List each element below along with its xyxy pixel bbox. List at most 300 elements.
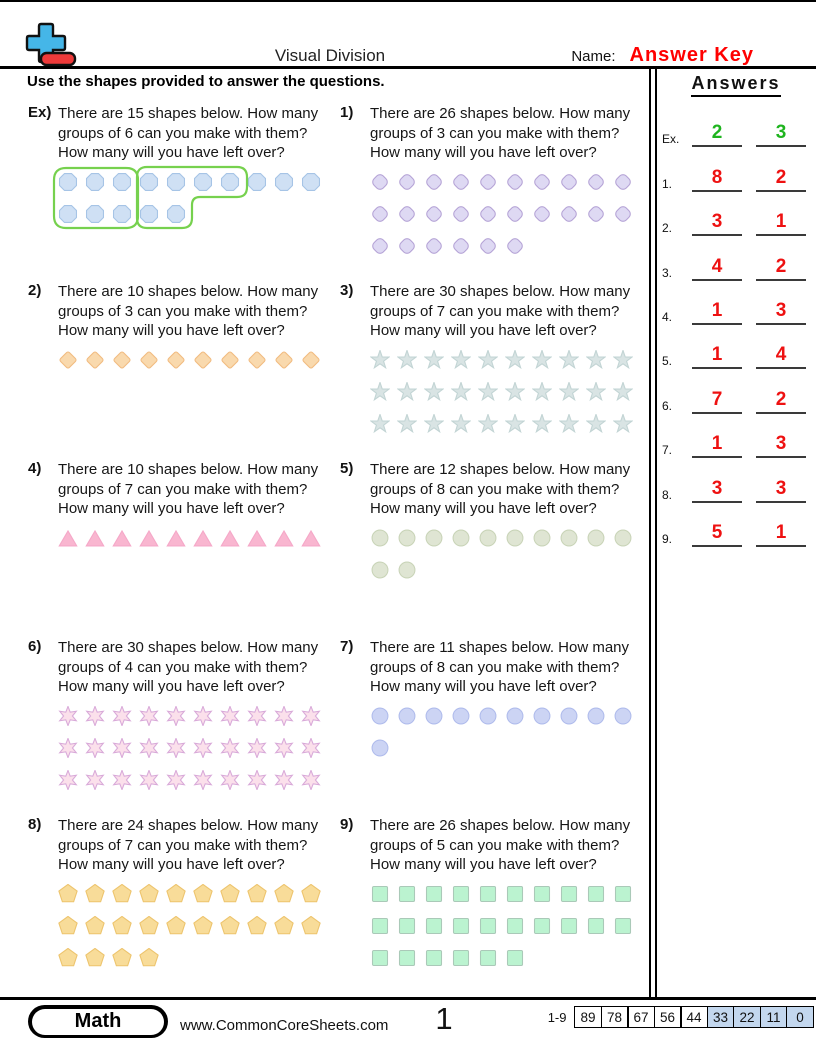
answers-panel — [660, 71, 812, 547]
clover-shape-icon — [397, 172, 417, 192]
star6-shape-icon — [139, 770, 159, 790]
answer-quotient-blank: 1 — [692, 434, 742, 458]
star6-shape-icon — [247, 706, 267, 726]
star6-shape-icon — [220, 738, 240, 758]
pentagon-shape-icon — [85, 948, 105, 968]
clover-shape-icon — [559, 204, 579, 224]
clover-shape-icon — [532, 172, 552, 192]
clover-shape-icon — [478, 236, 498, 256]
square-shape-icon — [613, 916, 633, 936]
triangle-shape-icon — [139, 528, 159, 548]
answer-row — [660, 503, 812, 547]
star5-shape-icon — [451, 414, 471, 434]
star5-shape-icon — [532, 350, 552, 370]
star5-shape-icon — [370, 414, 390, 434]
shape-row — [370, 382, 645, 402]
shape-row — [58, 350, 333, 370]
answer-remainder-blank: 1 — [756, 212, 806, 236]
shape-row — [370, 528, 645, 548]
question-text: There are 10 shapes below. How many groups of 3 can you make with them? How many will you have left over? — [58, 283, 319, 339]
circle-shape-icon — [397, 560, 417, 580]
clover-shape-icon — [532, 204, 552, 224]
square-shape-icon — [505, 884, 525, 904]
pentagon-shape-icon — [166, 884, 186, 904]
circle-shape-icon — [613, 528, 633, 548]
answer-row — [660, 192, 812, 236]
question-text: There are 15 shapes below. How many groups of 6 can you make with them? How many will you have left over? — [58, 105, 319, 161]
pentagon-shape-icon — [247, 884, 267, 904]
pentagon-shape-icon — [112, 884, 132, 904]
diamond-shape-icon — [85, 350, 105, 370]
octagon-shape-icon — [193, 172, 213, 192]
pentagon-shape-icon — [139, 916, 159, 936]
circle-shape-icon — [397, 528, 417, 548]
star5-shape-icon — [505, 382, 525, 402]
star5-shape-icon — [478, 414, 498, 434]
square-shape-icon — [370, 916, 390, 936]
star6-shape-icon — [274, 738, 294, 758]
square-shape-icon — [370, 948, 390, 968]
circle-shape-icon — [370, 560, 390, 580]
question-number: 9) — [340, 816, 354, 833]
answer-row — [660, 369, 812, 413]
diamond-shape-icon — [220, 350, 240, 370]
question-text: There are 30 shapes below. How many groups of 7 can you make with them? How many will you have left over? — [370, 283, 631, 339]
problem — [340, 104, 645, 268]
star6-shape-icon — [112, 706, 132, 726]
pentagon-shape-icon — [247, 916, 267, 936]
clover-shape-icon — [613, 172, 633, 192]
star6-shape-icon — [139, 706, 159, 726]
clover-shape-icon — [370, 236, 390, 256]
answer-remainder-blank: 2 — [756, 390, 806, 414]
circle-shape-icon — [370, 528, 390, 548]
question — [28, 104, 333, 163]
triangle-shape-icon — [274, 528, 294, 548]
score-cell: 11 — [760, 1006, 788, 1028]
answer-quotient-blank: 1 — [692, 345, 742, 369]
problem — [28, 816, 333, 980]
square-shape-icon — [505, 916, 525, 936]
shape-row — [58, 770, 333, 790]
star5-shape-icon — [613, 414, 633, 434]
answer-remainder-blank: 3 — [756, 123, 806, 147]
circle-shape-icon — [424, 528, 444, 548]
clover-shape-icon — [451, 236, 471, 256]
pentagon-shape-icon — [220, 916, 240, 936]
answer-row-label: 8. — [662, 487, 673, 502]
shape-row — [370, 948, 645, 968]
octagon-shape-icon — [139, 204, 159, 224]
square-shape-icon — [451, 916, 471, 936]
score-cells — [576, 1006, 815, 1028]
circle-shape-icon — [505, 706, 525, 726]
circle-shape-icon — [451, 528, 471, 548]
star5-shape-icon — [559, 382, 579, 402]
answer-remainder-blank: 3 — [756, 301, 806, 325]
question-number: 8) — [28, 816, 42, 833]
octagon-shape-icon — [58, 204, 78, 224]
triangle-shape-icon — [247, 528, 267, 548]
scoring-table — [548, 1006, 814, 1028]
question-number: 4) — [28, 460, 42, 477]
pentagon-shape-icon — [112, 948, 132, 968]
shape-row — [58, 528, 333, 548]
shape-row — [370, 738, 645, 758]
question-number: 6) — [28, 638, 42, 655]
answer-row-label: 9. — [662, 531, 673, 546]
answer-row — [660, 414, 812, 458]
clover-shape-icon — [505, 204, 525, 224]
circle-shape-icon — [559, 706, 579, 726]
page-title: Visual Division — [274, 46, 386, 65]
diamond-shape-icon — [58, 350, 78, 370]
star5-shape-icon — [478, 382, 498, 402]
octagon-shape-icon — [139, 172, 159, 192]
star6-shape-icon — [58, 706, 78, 726]
square-shape-icon — [397, 884, 417, 904]
answer-row — [660, 236, 812, 280]
answer-row — [660, 458, 812, 502]
triangle-shape-icon — [220, 528, 240, 548]
name-label: Name: — [571, 48, 616, 65]
score-cell: 0 — [786, 1006, 814, 1028]
circle-shape-icon — [451, 706, 471, 726]
answer-quotient-blank: 8 — [692, 168, 742, 192]
answer-key-text: Answer Key — [629, 44, 754, 66]
answer-quotient-blank: 7 — [692, 390, 742, 414]
star6-shape-icon — [220, 706, 240, 726]
star6-shape-icon — [247, 738, 267, 758]
shape-row — [370, 204, 645, 224]
problem — [28, 638, 333, 802]
star5-shape-icon — [424, 414, 444, 434]
clover-shape-icon — [397, 236, 417, 256]
clover-shape-icon — [478, 172, 498, 192]
star6-shape-icon — [85, 738, 105, 758]
shapes-grid — [58, 528, 333, 548]
answers-divider-line — [655, 69, 657, 998]
question-number: Ex) — [28, 104, 52, 121]
answer-quotient-blank: 2 — [692, 123, 742, 147]
question-text: There are 30 shapes below. How many groups of 4 can you make with them? How many will you have left over? — [58, 639, 319, 695]
pentagon-shape-icon — [301, 884, 321, 904]
triangle-shape-icon — [85, 528, 105, 548]
question-text: There are 12 shapes below. How many groups of 8 can you make with them? How many will you have left over? — [370, 461, 631, 517]
score-cell: 22 — [733, 1006, 761, 1028]
question — [28, 816, 333, 875]
star5-shape-icon — [370, 382, 390, 402]
star5-shape-icon — [451, 382, 471, 402]
answer-remainder-blank: 2 — [756, 168, 806, 192]
answers-divider-line — [649, 69, 651, 998]
circle-shape-icon — [370, 738, 390, 758]
question-text: There are 10 shapes below. How many groups of 7 can you make with them? How many will you have left over? — [58, 461, 319, 517]
clover-shape-icon — [505, 236, 525, 256]
problem — [340, 816, 645, 980]
shapes-grid — [58, 884, 333, 968]
circle-shape-icon — [478, 528, 498, 548]
star5-shape-icon — [505, 414, 525, 434]
answer-remainder-blank: 3 — [756, 479, 806, 503]
star5-shape-icon — [424, 350, 444, 370]
square-shape-icon — [478, 884, 498, 904]
star5-shape-icon — [397, 414, 417, 434]
octagon-shape-icon — [112, 204, 132, 224]
octagon-shape-icon — [112, 172, 132, 192]
question — [28, 460, 333, 519]
star5-shape-icon — [370, 350, 390, 370]
star5-shape-icon — [559, 414, 579, 434]
page-number: 1 — [435, 1001, 453, 1036]
answer-remainder-blank: 1 — [756, 523, 806, 547]
pentagon-shape-icon — [58, 948, 78, 968]
question-number: 3) — [340, 282, 354, 299]
pentagon-shape-icon — [58, 916, 78, 936]
square-shape-icon — [559, 884, 579, 904]
footer — [0, 997, 816, 1056]
circle-shape-icon — [532, 706, 552, 726]
score-cell: 33 — [707, 1006, 735, 1028]
shapes-grid — [370, 706, 645, 758]
star5-shape-icon — [532, 414, 552, 434]
score-cell: 56 — [654, 1006, 682, 1028]
square-shape-icon — [451, 948, 471, 968]
answer-quotient-blank: 1 — [692, 301, 742, 325]
square-shape-icon — [397, 916, 417, 936]
question-number: 2) — [28, 282, 42, 299]
star6-shape-icon — [85, 770, 105, 790]
shape-row — [58, 884, 333, 904]
diamond-shape-icon — [139, 350, 159, 370]
star5-shape-icon — [451, 350, 471, 370]
answer-row-label: Ex. — [662, 132, 680, 147]
diamond-shape-icon — [301, 350, 321, 370]
diamond-shape-icon — [112, 350, 132, 370]
star5-shape-icon — [559, 350, 579, 370]
clover-shape-icon — [370, 172, 390, 192]
triangle-shape-icon — [166, 528, 186, 548]
circle-shape-icon — [586, 528, 606, 548]
score-cell: 78 — [601, 1006, 629, 1028]
score-cell: 44 — [680, 1006, 708, 1028]
shape-row — [370, 706, 645, 726]
star5-shape-icon — [586, 350, 606, 370]
triangle-shape-icon — [193, 528, 213, 548]
answer-row — [660, 325, 812, 369]
octagon-shape-icon — [85, 204, 105, 224]
square-shape-icon — [559, 916, 579, 936]
clover-shape-icon — [397, 204, 417, 224]
instructions-text: Use the shapes provided to answer the questions. — [27, 73, 385, 90]
question — [340, 104, 645, 163]
shape-row — [370, 414, 645, 434]
diamond-shape-icon — [247, 350, 267, 370]
shape-row — [370, 560, 645, 580]
square-shape-icon — [478, 948, 498, 968]
star6-shape-icon — [220, 770, 240, 790]
star6-shape-icon — [58, 738, 78, 758]
star6-shape-icon — [301, 738, 321, 758]
circle-shape-icon — [532, 528, 552, 548]
star5-shape-icon — [586, 382, 606, 402]
problem — [28, 282, 333, 382]
subject-badge-label: Math — [32, 1009, 164, 1035]
pentagon-shape-icon — [139, 948, 159, 968]
square-shape-icon — [424, 916, 444, 936]
shape-row — [370, 916, 645, 936]
star5-shape-icon — [613, 382, 633, 402]
square-shape-icon — [451, 884, 471, 904]
star6-shape-icon — [166, 738, 186, 758]
answer-row — [660, 103, 812, 147]
star5-shape-icon — [397, 350, 417, 370]
star5-shape-icon — [532, 382, 552, 402]
answer-row-label: 4. — [662, 309, 673, 324]
answers-rows — [660, 103, 812, 547]
shapes-grid — [370, 528, 645, 580]
circle-shape-icon — [370, 706, 390, 726]
clover-shape-icon — [451, 172, 471, 192]
answers-title: Answers — [660, 73, 812, 97]
star6-shape-icon — [112, 738, 132, 758]
circle-shape-icon — [478, 706, 498, 726]
pentagon-shape-icon — [85, 916, 105, 936]
star6-shape-icon — [85, 706, 105, 726]
diamond-shape-icon — [166, 350, 186, 370]
star5-shape-icon — [424, 382, 444, 402]
triangle-shape-icon — [112, 528, 132, 548]
answer-row-label: 1. — [662, 176, 673, 191]
shapes-grid — [58, 172, 333, 224]
circle-shape-icon — [505, 528, 525, 548]
answer-remainder-blank: 3 — [756, 434, 806, 458]
shape-row — [58, 204, 333, 224]
star6-shape-icon — [166, 770, 186, 790]
star6-shape-icon — [301, 706, 321, 726]
question-text: There are 26 shapes below. How many groups of 5 can you make with them? How many will you have left over? — [370, 817, 631, 873]
shapes-grid — [370, 350, 645, 434]
star6-shape-icon — [274, 706, 294, 726]
clover-shape-icon — [424, 172, 444, 192]
octagon-shape-icon — [274, 172, 294, 192]
shape-row — [58, 738, 333, 758]
star6-shape-icon — [193, 770, 213, 790]
score-cell: 67 — [627, 1006, 655, 1028]
shapes-grid — [58, 706, 333, 790]
square-shape-icon — [586, 916, 606, 936]
clover-shape-icon — [505, 172, 525, 192]
clover-shape-icon — [424, 204, 444, 224]
question — [340, 282, 645, 341]
answer-quotient-blank: 3 — [692, 212, 742, 236]
circle-shape-icon — [424, 706, 444, 726]
shape-row — [58, 948, 333, 968]
circle-shape-icon — [397, 706, 417, 726]
square-shape-icon — [586, 884, 606, 904]
pentagon-shape-icon — [220, 884, 240, 904]
shape-row — [370, 350, 645, 370]
octagon-shape-icon — [220, 172, 240, 192]
square-shape-icon — [532, 884, 552, 904]
star6-shape-icon — [139, 738, 159, 758]
star6-shape-icon — [247, 770, 267, 790]
pentagon-shape-icon — [166, 916, 186, 936]
pentagon-shape-icon — [112, 916, 132, 936]
square-shape-icon — [424, 948, 444, 968]
shape-row — [58, 916, 333, 936]
problem — [340, 460, 645, 592]
clover-shape-icon — [370, 204, 390, 224]
octagon-shape-icon — [247, 172, 267, 192]
shapes-grid — [58, 350, 333, 370]
pentagon-shape-icon — [193, 916, 213, 936]
star6-shape-icon — [301, 770, 321, 790]
question — [28, 282, 333, 341]
square-shape-icon — [397, 948, 417, 968]
answer-remainder-blank: 2 — [756, 257, 806, 281]
octagon-shape-icon — [85, 172, 105, 192]
star6-shape-icon — [193, 706, 213, 726]
square-shape-icon — [478, 916, 498, 936]
clover-shape-icon — [451, 204, 471, 224]
clover-shape-icon — [559, 172, 579, 192]
score-cell: 89 — [574, 1006, 602, 1028]
answer-row-label: 7. — [662, 443, 673, 458]
question — [340, 816, 645, 875]
shape-row — [370, 884, 645, 904]
question-text: There are 11 shapes below. How many groups of 8 can you make with them? How many will you have left over? — [370, 639, 630, 695]
pentagon-shape-icon — [301, 916, 321, 936]
diamond-shape-icon — [274, 350, 294, 370]
square-shape-icon — [532, 916, 552, 936]
header-divider — [0, 66, 816, 69]
shape-row — [370, 236, 645, 256]
answer-row-label: 5. — [662, 354, 673, 369]
question — [28, 638, 333, 697]
circle-shape-icon — [586, 706, 606, 726]
question-text: There are 24 shapes below. How many groups of 7 can you make with them? How many will you have left over? — [58, 817, 319, 873]
circle-shape-icon — [559, 528, 579, 548]
shape-row — [58, 172, 333, 192]
answer-row — [660, 281, 812, 325]
problem — [28, 460, 333, 560]
clover-shape-icon — [586, 204, 606, 224]
octagon-shape-icon — [58, 172, 78, 192]
triangle-shape-icon — [301, 528, 321, 548]
answer-row-label: 2. — [662, 221, 673, 236]
shapes-grid — [370, 884, 645, 968]
answer-quotient-blank: 3 — [692, 479, 742, 503]
octagon-shape-icon — [301, 172, 321, 192]
score-range-label: 1-9 — [547, 1009, 567, 1025]
question-number: 1) — [340, 104, 354, 121]
square-shape-icon — [370, 884, 390, 904]
website-url: www.CommonCoreSheets.com — [180, 1017, 389, 1034]
name-area — [571, 44, 754, 67]
answer-row-label: 3. — [662, 265, 673, 280]
octagon-shape-icon — [166, 204, 186, 224]
pentagon-shape-icon — [274, 916, 294, 936]
star5-shape-icon — [478, 350, 498, 370]
shape-row — [58, 706, 333, 726]
clover-shape-icon — [424, 236, 444, 256]
square-shape-icon — [424, 884, 444, 904]
square-shape-icon — [613, 884, 633, 904]
question-number: 7) — [340, 638, 354, 655]
clover-shape-icon — [478, 204, 498, 224]
star6-shape-icon — [193, 738, 213, 758]
